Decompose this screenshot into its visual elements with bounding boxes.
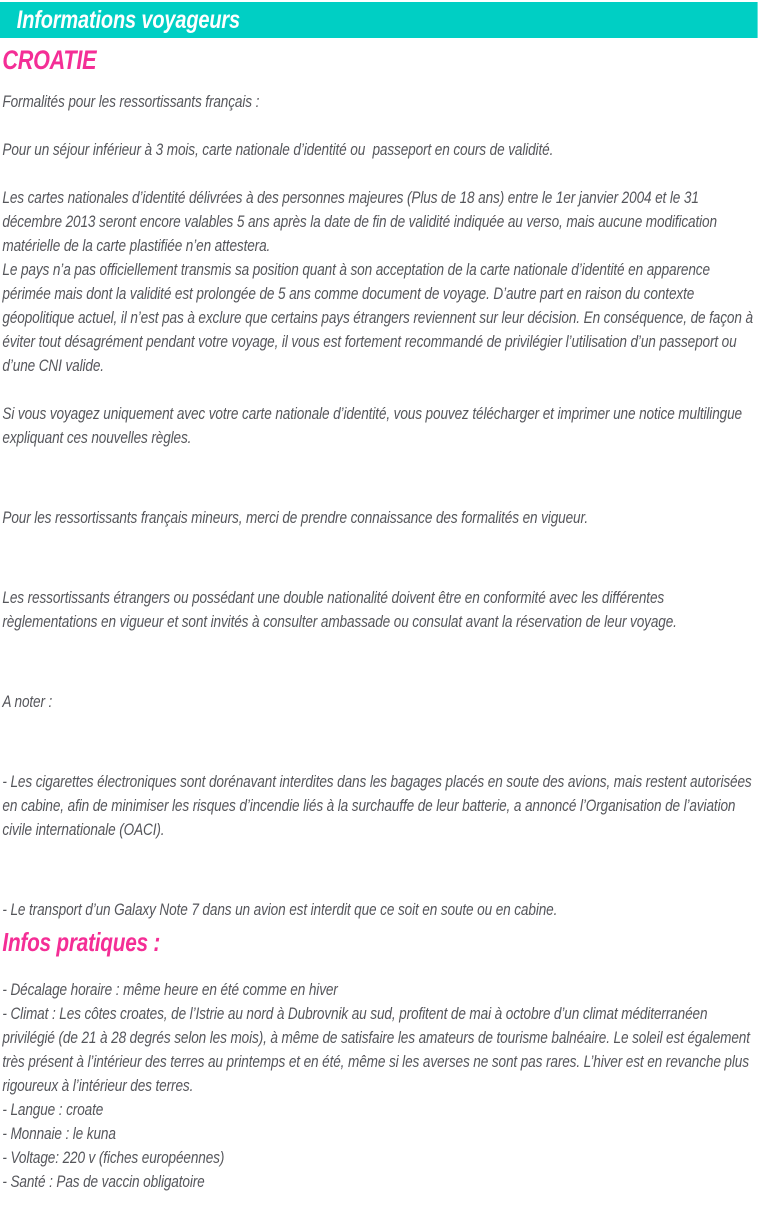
document-body xyxy=(0,45,758,1206)
item-langue: - Langue : croate xyxy=(2,1100,104,1119)
para-cigarettes-electroniques: - Les cigarettes électroniques sont dorénavant interdites dans les bagages placés en soute des avions, mais restent autorisées en cabine, afin de minimiser les risques d’incendie liés à la surchauffe de leur batterie, a annoncé l’Organisation de l’aviation civile internationale (OACI). xyxy=(2,772,756,839)
para-cni-validite-prolongee: Les cartes nationales d’identité délivrées à des personnes majeures (Plus de 18 ans) entre le 1er janvier 2004 et le 31 décembre 2013 seront encore valables 5 ans après la date de fin de validité indiquée au verso, mais aucune modification matérielle de la carte plastifiée n’en attestera. xyxy=(2,188,721,255)
item-decalage-horaire: - Décalage horaire : même heure en été comme en hiver xyxy=(2,980,338,999)
item-voltage: - Voltage: 220 v (fiches européennes) xyxy=(2,1148,225,1167)
title-bar xyxy=(0,2,758,38)
para-a-noter: A noter : xyxy=(2,692,53,711)
para-sejour-validite: Pour un séjour inférieur à 3 mois, carte nationale d’identité ou passeport en cours de validité. xyxy=(2,140,554,159)
item-sante: - Santé : Pas de vaccin obligatoire xyxy=(2,1172,205,1191)
para-formalites-intro: Formalités pour les ressortissants français : xyxy=(2,92,260,111)
item-monnaie: - Monnaie : le kuna xyxy=(2,1124,116,1143)
para-etrangers-double-nationalite: Les ressortissants étrangers ou possédant une double nationalité doivent être en conformité avec les différentes règlementations en vigueur et sont invités à consulter ambassade ou consulat avant la réservation de leur voyage. xyxy=(2,588,677,631)
item-climat: - Climat : Les côtes croates, de l’Istrie au nord à Dubrovnik au sud, profitent de mai à octobre d’un climat méditerranéen privilégié (de 21 à 28 degrés selon les mois), à même de satisfaire les amateurs de tourisme balnéaire. Le soleil est également très présent à l’intérieur des terres au printemps et en été, même si les averses ne sont pas rares. L’hiver est en revanche plus rigoureux à l’intérieur des terres. xyxy=(2,1004,754,1095)
para-position-pays: Le pays n’a pas officiellement transmis sa position quant à son acceptation de la carte nationale d’identité en apparence périmée mais dont la validité est prolongée de 5 ans comme document de voyage. D’autre part en raison du contexte géopolitique actuel, il n’est pas à exclure que certains pays étrangers reviennent sur leur décision. En conséquence, de façon à éviter tout désagrément pendant votre voyage, il vous est fortement recommandé de privilégier l’utilisation d’un passeport ou d’une CNI valide. xyxy=(2,260,757,375)
country-heading: CROATIE xyxy=(2,45,97,75)
bottom-whitespace xyxy=(2,1194,754,1206)
page-title: Informations voyageurs xyxy=(16,6,240,34)
para-galaxy-note7: - Le transport d’un Galaxy Note 7 dans un avion est interdit que ce soit en soute ou en cabine. xyxy=(2,900,558,919)
content-wrapper xyxy=(0,2,758,1206)
para-mineurs: Pour les ressortissants français mineurs, merci de prendre connaissance des formalités en vigueur. xyxy=(2,508,589,527)
infos-pratiques-heading: Infos pratiques : xyxy=(2,927,161,957)
para-notice-multilingue: Si vous voyagez uniquement avec votre carte nationale d’identité, vous pouvez télécharger et imprimer une notice multilingue expliquant ces nouvelles règles. xyxy=(2,404,746,447)
